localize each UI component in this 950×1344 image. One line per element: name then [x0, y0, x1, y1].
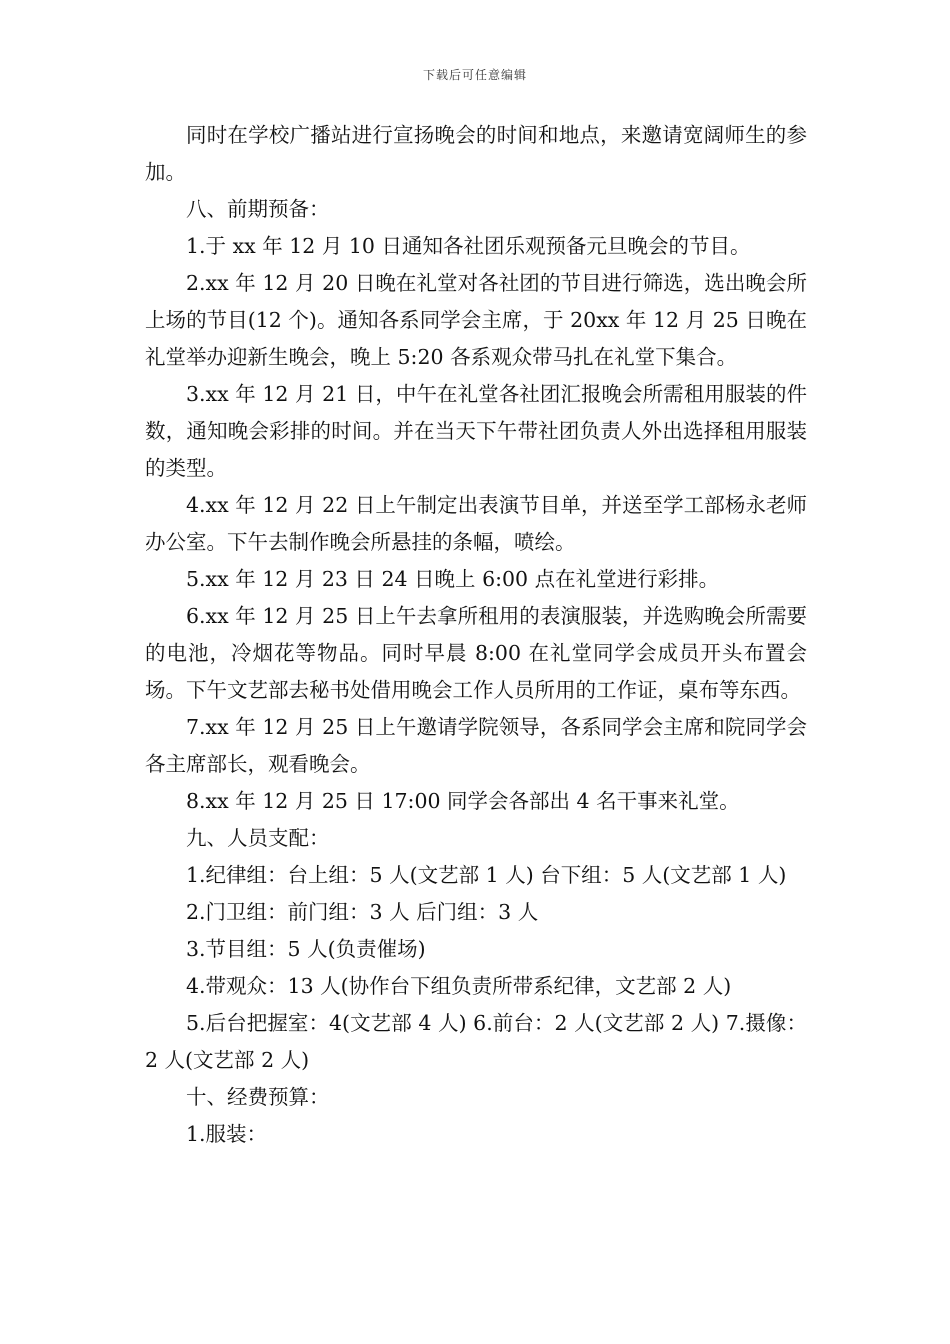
paragraph: 5.后台把握室：4(文艺部 4 人) 6.前台：2 人(文艺部 2 人) 7.摄像：2 人(文艺部 2 人): [145, 1011, 807, 1072]
paragraph: 8.xx 年 12 月 25 日 17:00 同学会各部出 4 名干事来礼堂。: [186, 789, 740, 813]
paragraph: 7.xx 年 12 月 25 日上午邀请学院领导，各系同学会主席和院同学会各主席部长，观看晚会。: [145, 715, 807, 776]
paragraph: 2.xx 年 12 月 20 日晚在礼堂对各社团的节目进行筛选，选出晚会所上场的节目(12 个)。通知各系同学会主席，于 20xx 年 12 月 25 日晚在礼堂举办迎新生晚会，晚上 5:20 各系观众带马扎在礼堂下集合。: [145, 271, 807, 369]
page-header: 下载后可任意编辑: [422, 68, 527, 82]
document-body: [145, 117, 807, 1153]
paragraph: 5.xx 年 12 月 23 日 24 日晚上 6:00 点在礼堂进行彩排。: [186, 567, 720, 591]
paragraph: 1.服装：: [186, 1122, 268, 1146]
paragraph: 同时在学校广播站进行宣扬晚会的时间和地点，来邀请宽阔师生的参加。: [145, 123, 807, 184]
paragraph: 4.xx 年 12 月 22 日上午制定出表演节目单，并送至学工部杨永老师办公室。下午去制作晚会所悬挂的条幅，喷绘。: [145, 493, 807, 554]
paragraph: 2.门卫组：前门组：3 人 后门组：3 人: [186, 900, 539, 924]
paragraph: 3.节目组：5 人(负责催场): [186, 937, 426, 961]
paragraph: 1.于 xx 年 12 月 10 日通知各社团乐观预备元旦晚会的节目。: [186, 234, 751, 258]
section-heading: 十、经费预算：: [186, 1085, 330, 1109]
paragraph: 3.xx 年 12 月 21 日，中午在礼堂各社团汇报晚会所需租用服装的件数，通知晚会彩排的时间。并在当天下午带社团负责人外出选择租用服装的类型。: [145, 382, 807, 480]
paragraph: 4.带观众：13 人(协作台下组负责所带系纪律，文艺部 2 人): [186, 974, 732, 998]
paragraph: 6.xx 年 12 月 25 日上午去拿所租用的表演服装，并选购晚会所需要的电池，冷烟花等物品。同时早晨 8:00 在礼堂同学会成员开头布置会场。下午文艺部去秘书处借用晚会工作人员所用的工作证，桌布等东西。: [145, 604, 807, 702]
section-heading: 八、前期预备：: [186, 197, 330, 221]
section-heading: 九、人员支配：: [186, 826, 330, 850]
paragraph: 1.纪律组：台上组：5 人(文艺部 1 人) 台下组：5 人(文艺部 1 人): [186, 863, 787, 887]
